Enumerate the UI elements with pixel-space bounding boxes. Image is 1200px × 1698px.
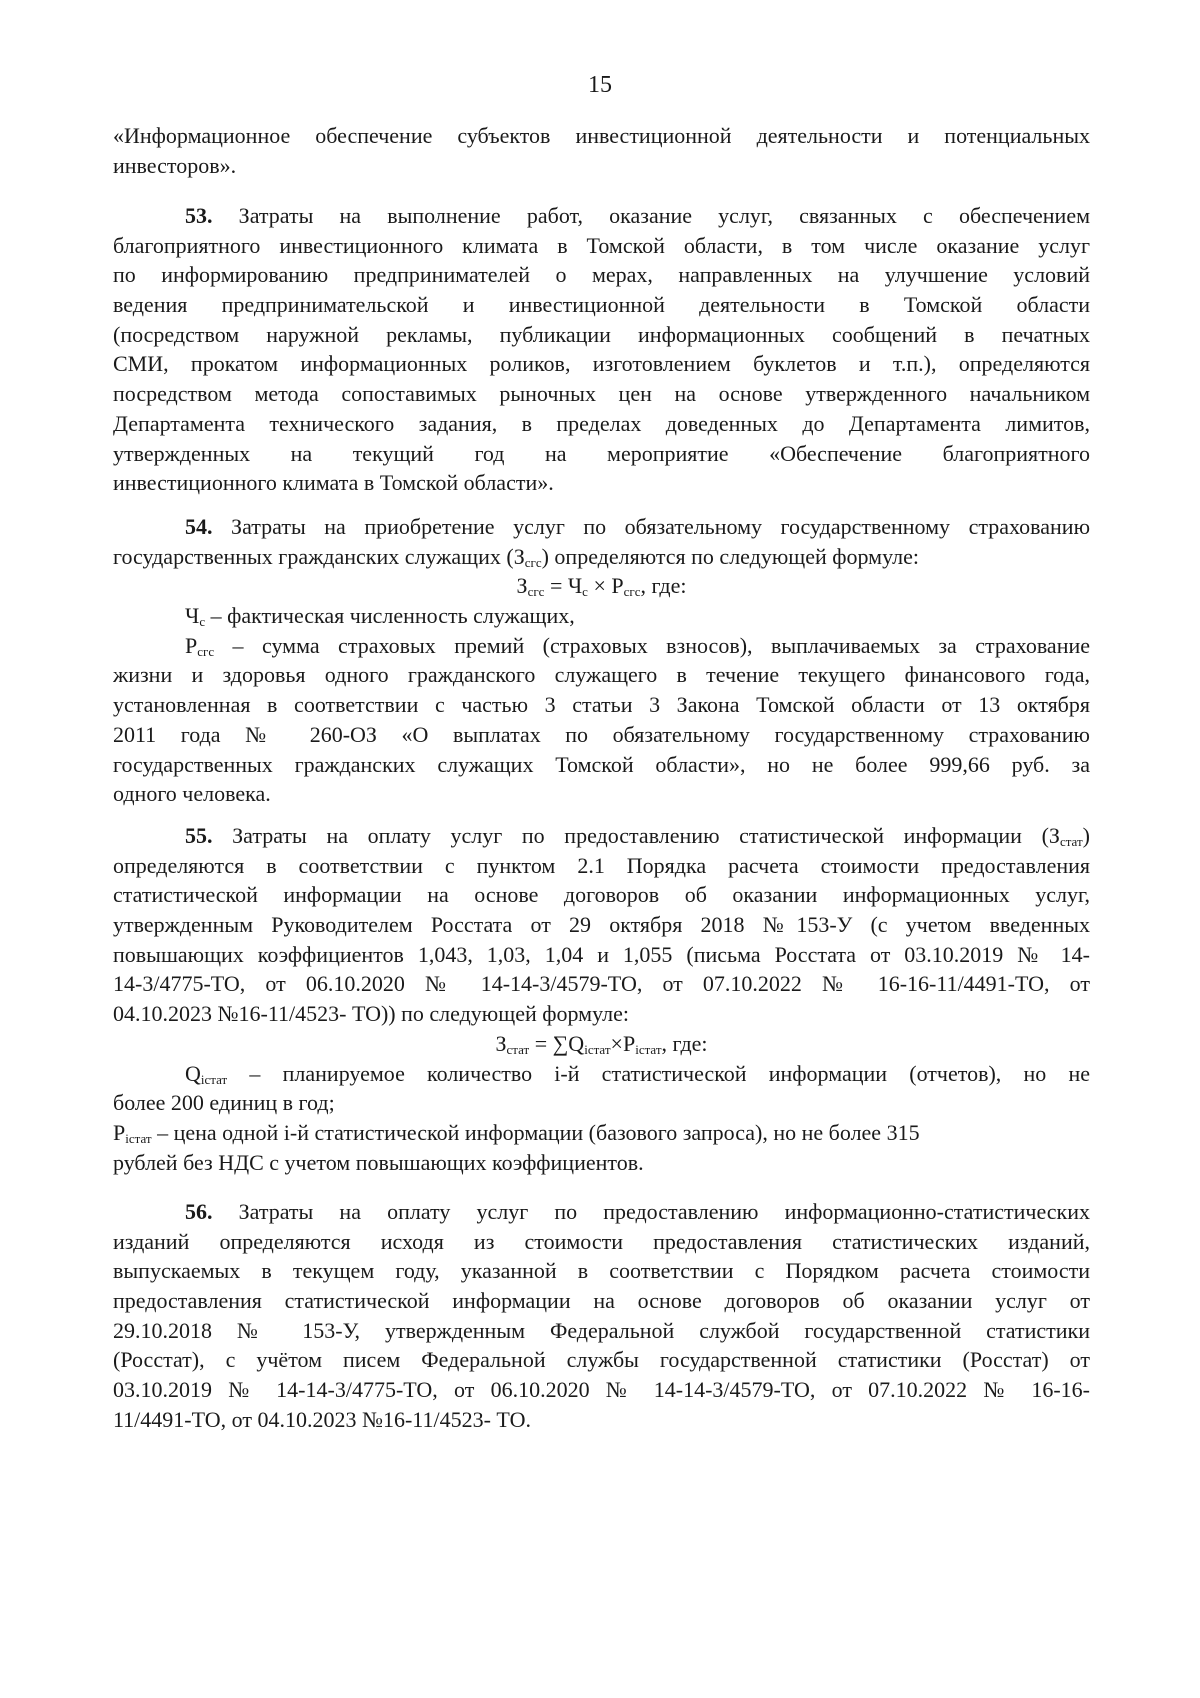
- paragraph-number: 53.: [185, 203, 213, 228]
- text-line: 56. Затраты на оплату услуг по предоставлению информационно-статистических: [185, 1199, 1090, 1224]
- text-line: «Информационное обеспечение субъектов инвестиционной деятельности и потенциальных: [113, 123, 1090, 148]
- text-line: выпускаемых в текущем году, указанной в соответствии с Порядком расчета стоимости: [113, 1258, 1090, 1284]
- text-line: рублей без НДС с учетом повышающих коэффициентов.: [113, 1149, 644, 1175]
- paragraph-53: [113, 201, 1090, 498]
- text-line: предоставления статистической информации на основе договоров об оказании услуг от: [113, 1288, 1090, 1314]
- formula: $З_{сгс} = Ч_с \times Р_{сгс}$, где:: [516, 573, 687, 600]
- text-line: Департамента технического задания, в пределах доведенных до Департамента лимитов,: [113, 410, 1090, 436]
- text-line: 29.10.2018 № 153-У, утвержденным Федеральной службой государственной статистики: [113, 1317, 1090, 1343]
- definition-line: $Р_{сгс}$ – сумма страховых премий (страховых взносов), выплачиваемых за страхование: [185, 632, 1090, 659]
- text-line: СМИ, прокатом информационных роликов, изготовлением буклетов и т.п.), определяются: [113, 351, 1090, 377]
- text-line: инвесторов».: [113, 152, 237, 178]
- text-line: определяются в соответствии с пунктом 2.1 Порядка расчета стоимости предоставления: [113, 852, 1090, 878]
- text-line: 04.10.2023 №16-11/4523- ТО)) по следующей формуле:: [113, 1001, 629, 1027]
- text-line: 53. Затраты на выполнение работ, оказание услуг, связанных с обеспечением: [185, 203, 1090, 228]
- intro-paragraph: [113, 121, 1090, 180]
- text-line: (Росстат), с учётом писем Федеральной службы государственной статистики (Росстат) от: [113, 1347, 1090, 1373]
- definition-line: $Ч_с$ – фактическая численность служащих,: [185, 603, 575, 630]
- paragraph-54: [113, 512, 1090, 809]
- text-line: повышающих коэффициентов 1,043, 1,03, 1,04 и 1,055 (письма Росстата от 03.10.2019 № 14-: [113, 941, 1090, 967]
- text-line: 54. Затраты на приобретение услуг по обязательному государственному страхованию: [185, 514, 1090, 539]
- paragraph-number: 56.: [185, 1199, 213, 1224]
- paragraph-55: [113, 821, 1090, 1177]
- text-line: более 200 единиц в год;: [113, 1090, 335, 1116]
- paragraph-number: 55.: [185, 823, 213, 848]
- text-line: (посредством наружной рекламы, публикации информационных сообщений в печатных: [113, 321, 1090, 347]
- text-line: 14-3/4775-ТО, от 06.10.2020 № 14-14-3/4579-ТО, от 07.10.2022 № 16-16-11/4491-ТО, от: [113, 971, 1090, 997]
- text-line: по информированию предпринимателей о мерах, направленных на улучшение условий: [113, 262, 1090, 288]
- text-line: государственных гражданских служащих $(З_{сгс})$ определяются по следующей формуле:: [113, 543, 919, 570]
- text-line: 03.10.2019 № 14-14-3/4775-ТО, от 06.10.2020 № 14-14-3/4579-ТО, от 07.10.2022 № 16-16-: [113, 1377, 1090, 1403]
- text-line: посредством метода сопоставимых рыночных цен на основе утвержденного начальником: [113, 381, 1090, 407]
- paragraph-56: [113, 1197, 1090, 1435]
- text-line: ведения предпринимательской и инвестиционной деятельности в Томской области: [113, 292, 1090, 318]
- text-line: изданий определяются исходя из стоимости предоставления статистических изданий,: [113, 1228, 1090, 1254]
- text-line: одного человека.: [113, 781, 271, 807]
- text-line: благоприятного инвестиционного климата в Томской области, в том числе оказание услуг: [113, 232, 1090, 258]
- text-line: 11/4491-ТО, от 04.10.2023 №16-11/4523- ТО.: [113, 1406, 531, 1432]
- paragraph-number: 54.: [185, 514, 213, 539]
- text-line: 2011 года № 260-ОЗ «О выплатах по обязательному государственному страхованию: [113, 721, 1090, 747]
- text-line: государственных гражданских служащих Томской области», но не более 999,66 руб. за: [113, 751, 1090, 777]
- definition-line: $P_{iстат}$ – цена одной i-й статистической информации (базового запроса), но не более 315: [113, 1119, 920, 1146]
- text-line: установленная в соответствии с частью 3 статьи 3 Закона Томской области от 13 октября: [113, 692, 1090, 718]
- text-line: утвержденным Руководителем Росстата от 29 октября 2018 №153-У (с учетом введенных: [113, 912, 1090, 938]
- text-line: статистической информации на основе договоров об оказании информационных услуг,: [113, 882, 1090, 908]
- text-line: инвестиционного климата в Томской области».: [113, 470, 554, 496]
- text-line: 55. Затраты на оплату услуг по предоставлению статистической информации $(З_{стат})$: [185, 823, 1090, 849]
- definition-line: $Q_{iстат}$ – планируемое количество i-й статистической информации (отчетов), но не: [185, 1060, 1090, 1087]
- text-line: жизни и здоровья одного гражданского служащего в течение текущего финансового года,: [113, 662, 1090, 688]
- formula: $З_{стат} = \sum Q_{iстат}\times P_{iстат}$, где:: [495, 1030, 708, 1057]
- page-number: 15: [588, 72, 612, 98]
- text-line: утвержденных на текущий год на мероприятие «Обеспечение благоприятного: [113, 440, 1090, 466]
